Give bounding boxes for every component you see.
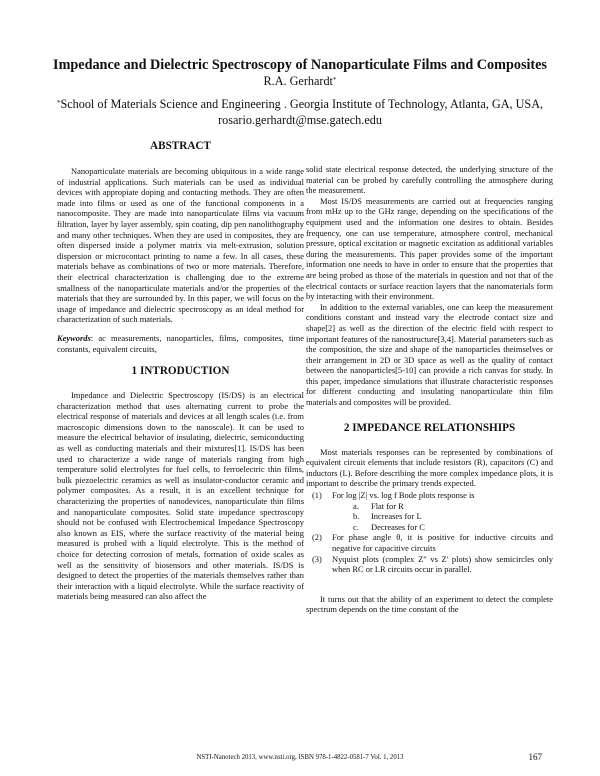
list-item: (2) For phase angle θ, it is positive for inductive circuits and negative for capacitive circuits — [312, 532, 553, 553]
keywords-paragraph — [57, 333, 304, 354]
bode-sublist — [332, 501, 553, 533]
list-item: (1) For log |Z| vs. log f Bode plots response is a. Flat for R b. Increases for L c. Decreases for C — [306, 490, 553, 532]
list-item: (3) Nyquist plots (complex Z" vs Z' plots) show semicircles only when RC or LR circuits occur in parallel. — [312, 553, 553, 575]
time-constant-paragraph: It turns out that the ability of an experiment to detect the complete spectrum depends on the time constant of the — [306, 593, 553, 615]
page-number: 167 — [528, 752, 542, 762]
abstract-paragraph: Nanoparticulate materials are becoming ubiquitous in a wide range of industrial applications. Such materials can be used as individual devices with appropiate doping and contacting methods. They are often made into films or used as one of the functional components in a nanocomposite. They are made into nanoparticulate films via vacuum filtration, layer by layer assembly, spin coating, dip pen nanolithography and many other techniques. When they are used in composites, they are often dispersed inside a polymer matrix via melt-extrusion, solution dispersion or microcontact printing to name a few. In all cases, these materials behave as combinations of two or more materials. Therefore, their electrical characterization is challenging due to the extreme smallness of the nanoparticulate materials and/or the properties of the materials that they are surrounded by. In this paper, we will focus on the usage of impedance and dielectric spectroscopy as an ideal method for characterization of such materials. — [57, 166, 304, 325]
affiliation-footnote-mark: * — [56, 99, 61, 107]
page-footer: NSTI-Nanotech 2013, www.nsti.org, ISBN 978-1-4822-0581-7 Vol. 1, 2013 — [196, 754, 404, 761]
right-column — [306, 164, 553, 615]
author-footnote-mark: * — [332, 76, 337, 84]
section2-paragraph: Most materials responses can be represented by combinations of equivalent circuit elements that include resistors (R), capacitors (C) and inductors (L). Before describing the more complex impedance plots, it is important to describe the primary trends expected. — [306, 446, 553, 489]
author-name: R.A. Gerhardt — [263, 74, 333, 88]
author-email: rosario.gerhardt@mse.gatech.edu — [218, 112, 382, 127]
affiliation-block — [20, 97, 580, 128]
affiliation-text: School of Materials Science and Engineering . Georgia Institute of Technology, Atlanta, GA, USA, — [60, 97, 544, 111]
sub-list-item: c. Decreases for C — [353, 521, 425, 532]
paper-title: Impedance and Dielectric Spectroscopy of Nanoparticulate Films and Composites — [53, 57, 547, 73]
introduction-paragraph: Impedance and Dielectric Spectroscopy (IS/DS) is an electrical characterization method that uses alternating current to probe the electrical response of materials and devices at all length scales (i.e. from macroscopic dimensions down to the nanoscale). It can be used to measure the electrical behavior of insulating, dielectric, semiconducting as well as conducting materials and their mixtures[1]. IS/DS has been used to characterize a wide range of materials ranging from high temperature solid electrolytes for fuel cells, to ferroelectric thin films, bulk piezoelectric ceramics as well as insulator-conductor ceramic and polymer composites. As a result, it is an excellent technique for characterizing the properties of nanodevices, nanoparticulate thin films and nanoparticulate composites. Solid state impedance spectroscopy should not be confused with Electrochemical Impedance Spectroscopy also known as EIS, where the surface reactivity of the material being measured is probed with a liquid electrolyte. This is the method of choice for detecting corrosion of metals, formation of oxide scales as well as the sensitivity of biosensors and other materials. IS/DS is designed to detect the properties of the materials themselves rather than their interaction with a liquid electrolyte. While the surface reactivity of materials being measured can also affect the — [57, 390, 304, 602]
abstract-heading: ABSTRACT — [150, 140, 211, 152]
trend-list — [306, 490, 553, 575]
section2-heading: 2 IMPEDANCE RELATIONSHIPS — [343, 421, 516, 434]
continuation-paragraph: solid state electrical response detected, the underlying structure of the material can be probed by carefully controlling the atmosphere during the measurement. — [306, 164, 553, 196]
sub-list-item: a. Flat for R — [353, 500, 404, 511]
external-variables-paragraph: In addition to the external variables, one can keep the measurement conditions constant and instead vary the electrode contact size and shape[2] as well as the direction of the electric field with respect to important features of the nanostructure[3,4]. Material parameters such as the composition, the size and shape of the nanoparticles theimselves or their arrangement in 2D or 3D space as well as the quality of contact between the nanoparticles[5-10] can provide a rich canvas for study. In this paper, impedance simulations that illustrate characteristic responses for different conducting and insulating nanoparticulate thin film materials and composites will be provided. — [306, 301, 553, 408]
introduction-heading: 1 INTRODUCTION — [131, 365, 230, 378]
sub-list-item: b. Increases for L — [353, 511, 422, 522]
measurement-paragraph: Most IS/DS measurements are carried out at frequencies ranging from mHz up to the GHz range, depending on the specifications of the equipment used and the information one desires to obtain. Besides frequency, one can use temperature, atmosphere control, mechanical pressure, optical excitation or magnetic excitation as additional variables during the measurements. This paper provides some of the important information one needs to have in order to ensure that the properties that are being probed as those of the materials in question and not that of the electrical contacts or surface reaction layers that the nanomaterials form by interacting with their environment. — [306, 195, 553, 302]
left-column — [57, 140, 304, 602]
author-line — [20, 74, 580, 89]
keywords-label: Keywords — [57, 332, 91, 343]
keywords-text: : ac measurements, nanoparticles, films, composites, time constants, equivalent circuits, — [57, 332, 304, 354]
